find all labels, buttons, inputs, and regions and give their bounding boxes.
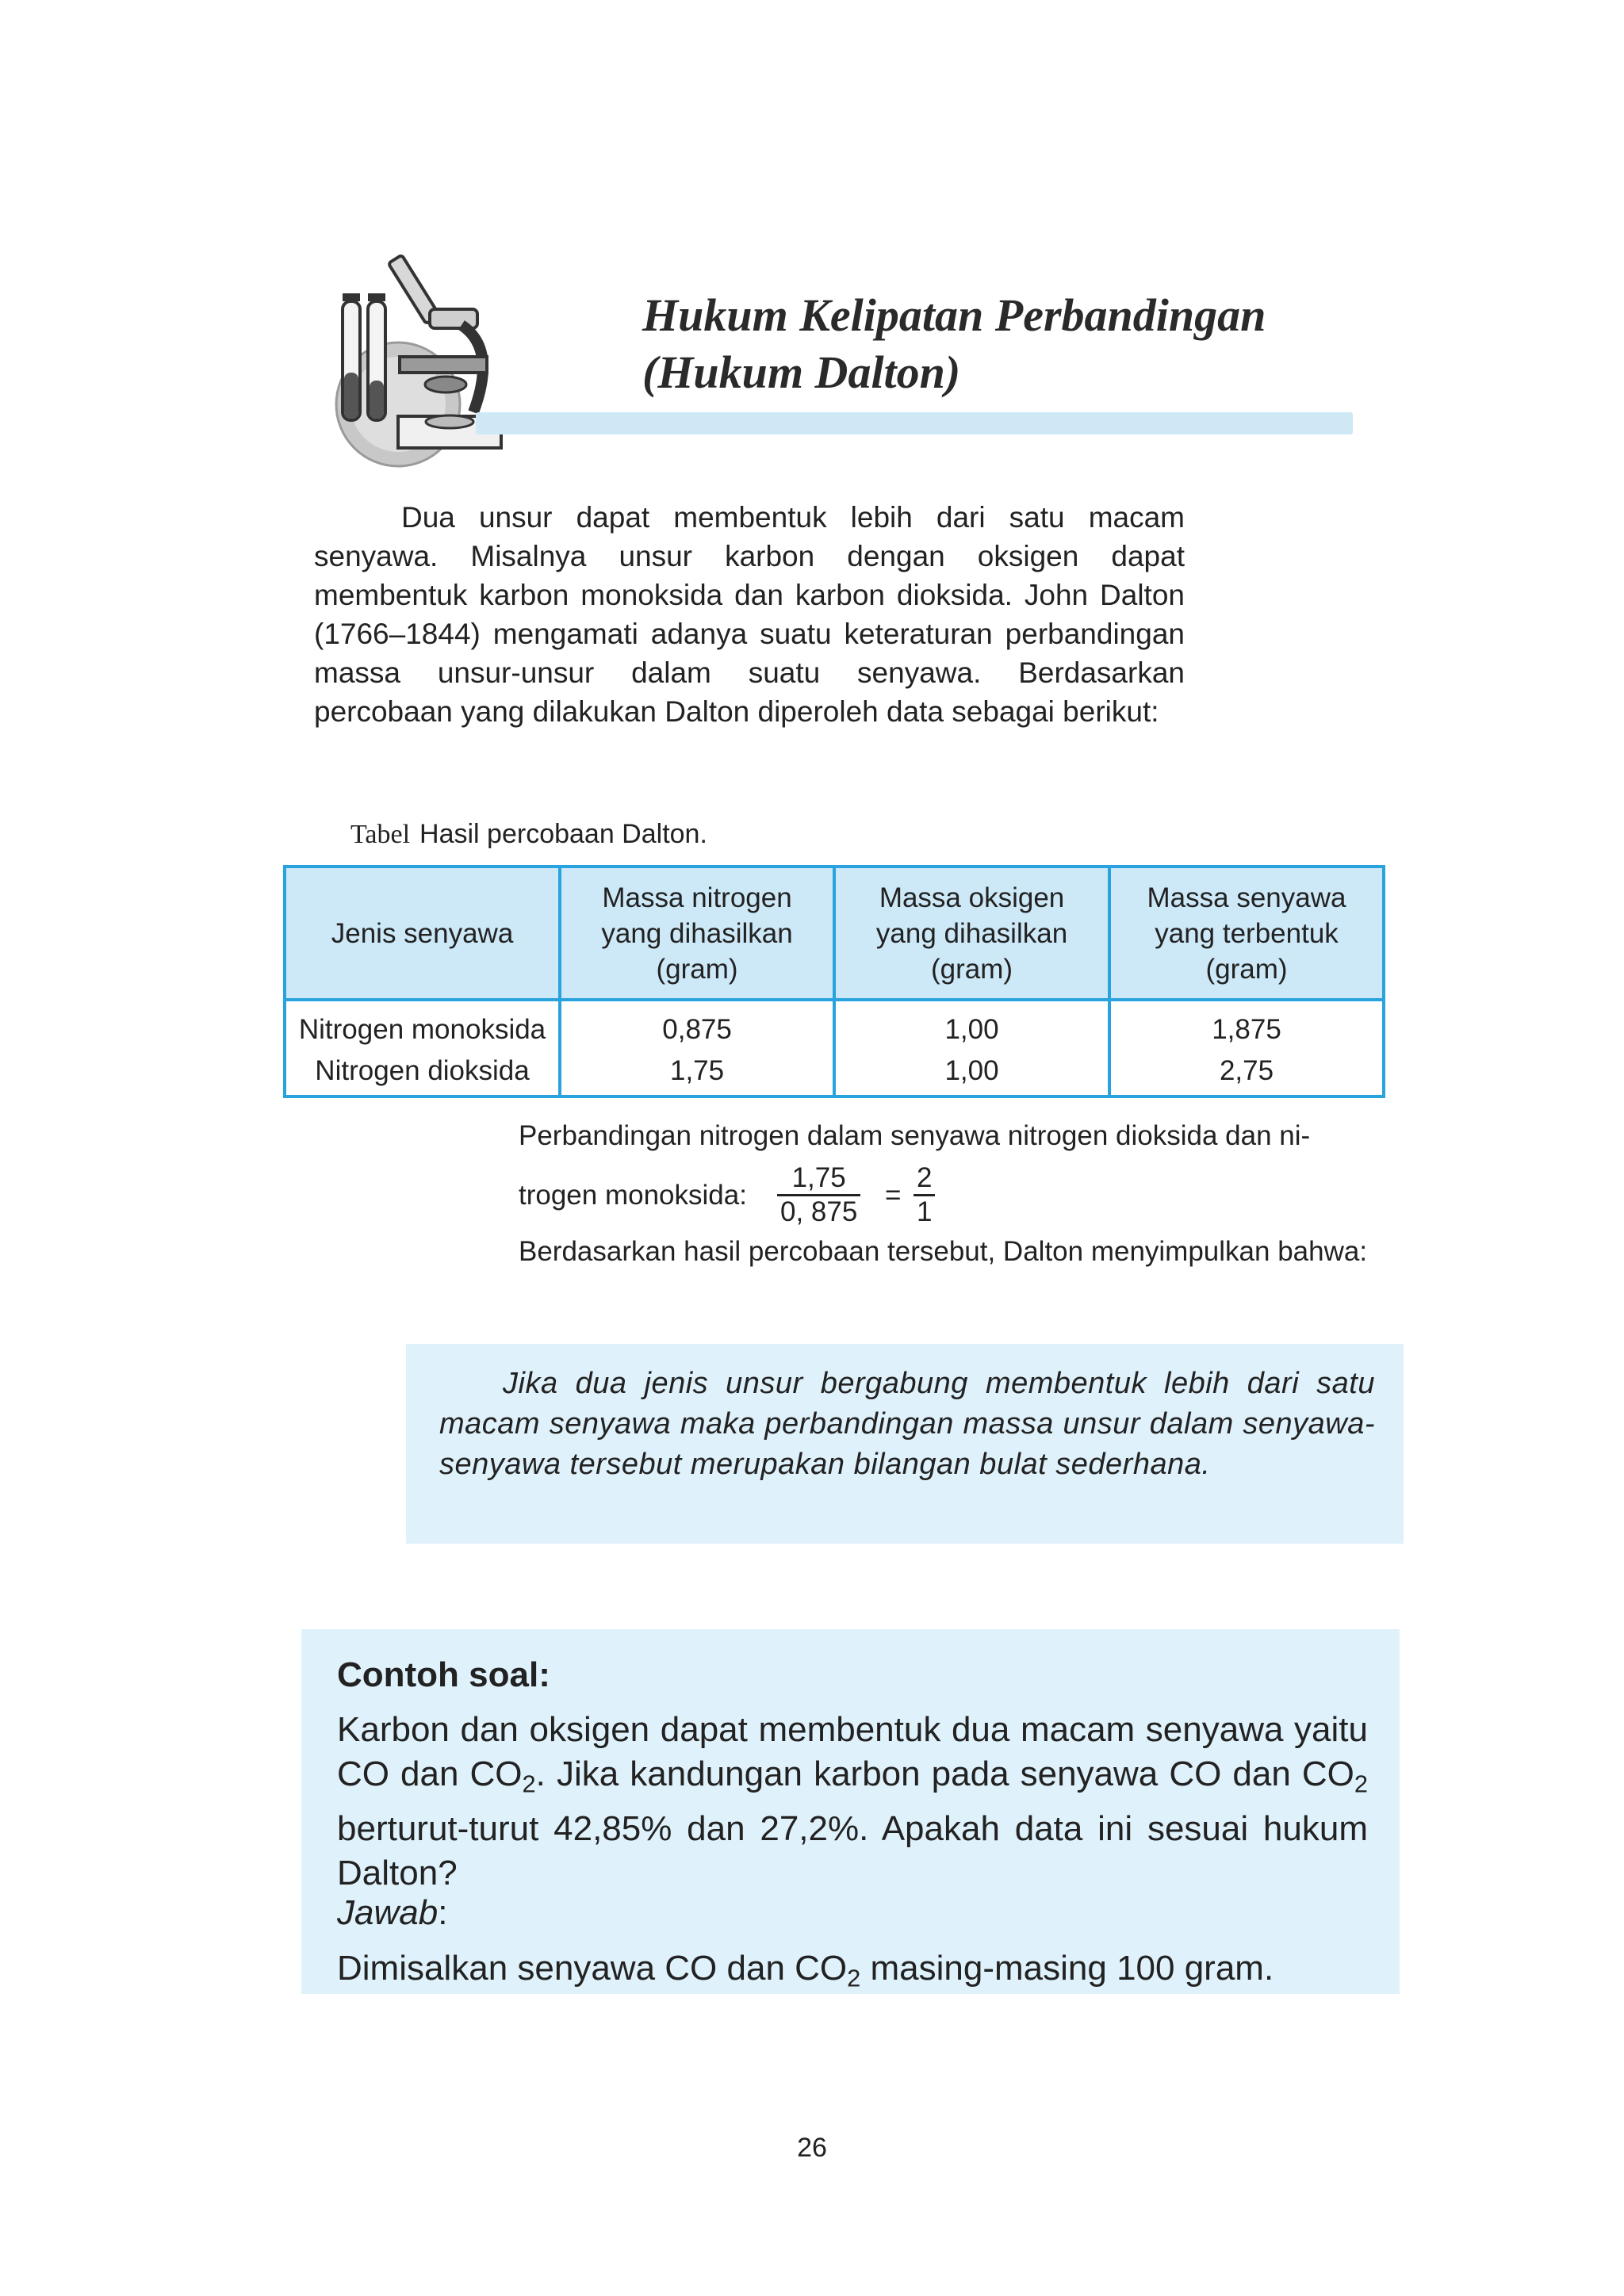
answer-label-text: Jawab bbox=[337, 1893, 439, 1932]
header-line: Massa senyawa bbox=[1147, 882, 1346, 913]
title-line-1: Hukum Kelipatan Perbandingan bbox=[642, 289, 1266, 341]
table-cell: 2,75 bbox=[1109, 1050, 1384, 1096]
subscript: 2 bbox=[847, 1964, 861, 1992]
law-statement-text: Jika dua jenis unsur bergabung membentuk lebih dari satu macam senyawa maka perbandingan massa unsur dalam senyawa-senyawa tersebut merupakan bilangan bulat sederhana. bbox=[439, 1367, 1375, 1481]
table-cell: 0,875 bbox=[560, 1000, 834, 1050]
answer-first-line bbox=[337, 1949, 1274, 1993]
page-number: 26 bbox=[797, 2133, 827, 2163]
table-cell: 1,00 bbox=[834, 1050, 1109, 1096]
table-cell: 1,00 bbox=[834, 1000, 1109, 1050]
example-question bbox=[337, 1708, 1368, 1896]
fraction-numerator: 1,75 bbox=[791, 1162, 846, 1193]
table-cell: 1,875 bbox=[1109, 1000, 1384, 1050]
fraction-denominator: 1 bbox=[914, 1194, 935, 1228]
title-underline-bar bbox=[476, 412, 1353, 434]
ratio-label: trogen monoksida: bbox=[519, 1180, 747, 1211]
table-row bbox=[285, 1000, 1384, 1050]
header-massa-nitrogen bbox=[560, 867, 834, 1000]
question-text: . Jika kandungan karbon pada senyawa CO dan CO bbox=[535, 1755, 1354, 1793]
table-cell: Nitrogen monoksida bbox=[285, 1000, 560, 1050]
equals-sign: = bbox=[885, 1180, 902, 1211]
header-line: Massa oksigen bbox=[879, 882, 1065, 913]
header-line: yang dihasilkan bbox=[875, 917, 1068, 949]
header-jenis-senyawa bbox=[285, 867, 560, 1000]
fraction-denominator: 0, 875 bbox=[777, 1194, 860, 1228]
fraction-simplified-ratio bbox=[914, 1162, 935, 1228]
title-line-2: (Hukum Dalton) bbox=[642, 346, 961, 398]
example-title: Contoh soal: bbox=[337, 1655, 550, 1694]
table-row bbox=[285, 1050, 1384, 1096]
header-line: Massa nitrogen bbox=[602, 882, 792, 913]
answer-label-colon: : bbox=[438, 1893, 448, 1932]
header-line: yang dihasilkan bbox=[601, 917, 793, 949]
header-massa-oksigen bbox=[834, 867, 1109, 1000]
table-caption-label: Tabel bbox=[350, 820, 411, 849]
header-line: (gram) bbox=[656, 953, 738, 985]
question-text: Karbon dan oksigen dapat membentuk dua macam senyawa yaitu CO dan CO bbox=[337, 1710, 1368, 1793]
header-line: (gram) bbox=[931, 953, 1013, 985]
table-cell: Nitrogen dioksida bbox=[285, 1050, 560, 1096]
page-title bbox=[642, 287, 1356, 401]
table-header-row bbox=[285, 867, 1384, 1000]
table-caption bbox=[350, 819, 707, 850]
subscript: 2 bbox=[1354, 1770, 1368, 1798]
intro-paragraph: Dua unsur dapat membentuk lebih dari satu macam senyawa. Misalnya unsur karbon dengan oksigen dapat membentuk karbon monoksida dan karbon dioksida. John Dalton (1766–1844) mengamati adanya suatu keteraturan perbandingan massa unsur-unsur dalam suatu senyawa. Berdasarkan percobaan yang dilakukan Dalton diperoleh data sebagai berikut: bbox=[314, 501, 1185, 728]
dalton-results-table bbox=[283, 865, 1385, 1098]
conclusion-intro-text: Berdasarkan hasil percobaan tersebut, Dalton menyimpulkan bahwa: bbox=[519, 1236, 1368, 1267]
answer-text: masing-masing 100 gram. bbox=[860, 1949, 1274, 1988]
header-line: yang terbentuk bbox=[1155, 917, 1339, 949]
question-text: berturut-turut 42,85% dan 27,2%. Apakah data ini sesuai hukum Dalton? bbox=[337, 1808, 1368, 1892]
ratio-intro-text: Perbandingan nitrogen dalam senyawa nitrogen dioksida dan ni- bbox=[519, 1120, 1311, 1151]
subscript: 2 bbox=[522, 1770, 536, 1798]
table-caption-text: Hasil percobaan Dalton. bbox=[419, 819, 707, 849]
answer-label bbox=[337, 1893, 447, 1933]
ratio-equation bbox=[519, 1162, 1385, 1230]
header-massa-senyawa bbox=[1109, 867, 1384, 1000]
table-cell: 1,75 bbox=[560, 1050, 834, 1096]
answer-text: Dimisalkan senyawa CO dan CO bbox=[337, 1949, 848, 1988]
header-line: Jenis senyawa bbox=[331, 917, 514, 949]
fraction-nitrogen-ratio bbox=[777, 1162, 860, 1228]
fraction-numerator: 2 bbox=[917, 1162, 933, 1193]
header-line: (gram) bbox=[1205, 953, 1288, 985]
